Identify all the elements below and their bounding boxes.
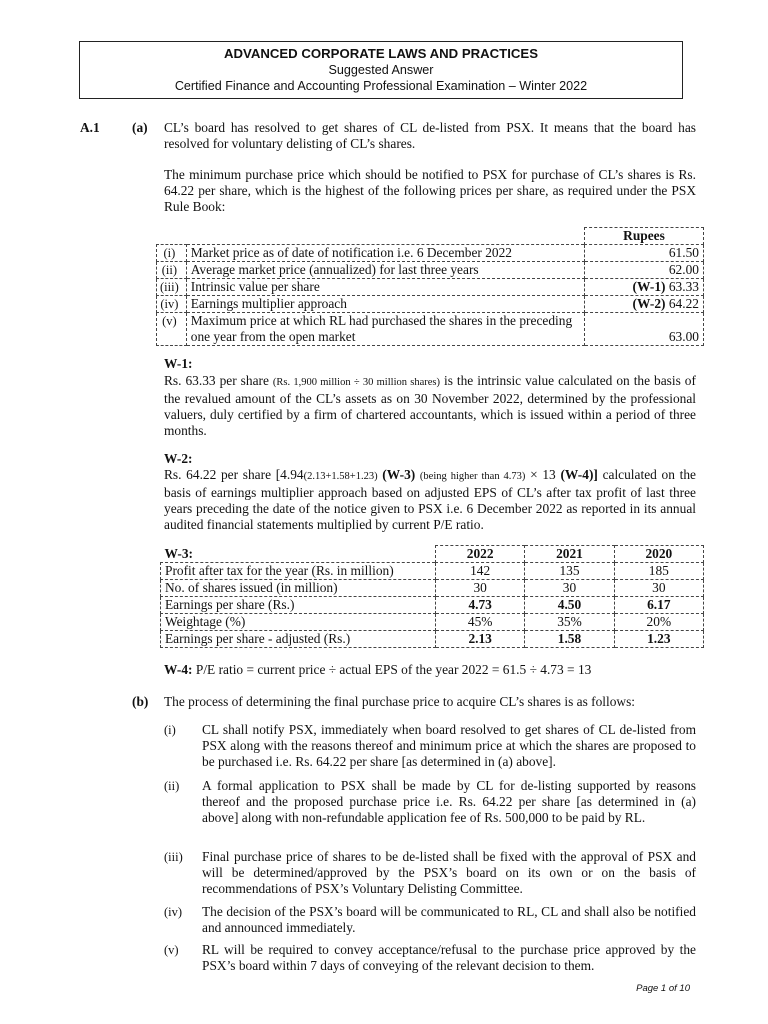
- item-number: (v): [164, 943, 179, 957]
- row-number: (ii): [157, 262, 187, 279]
- w4-text: P/E ratio = current price ÷ actual EPS of the year 2022 = 61.5 ÷ 4.73 = 13: [195, 662, 592, 677]
- w3-heading: W-3:: [164, 545, 194, 561]
- cell-value: 4.73: [436, 597, 525, 614]
- w2-heading: W-2:: [164, 451, 193, 466]
- minimum-price-table: [156, 227, 704, 346]
- row-value: [585, 296, 704, 313]
- cell-value: 20%: [614, 614, 703, 631]
- item-text: Final purchase price of shares to be de-listed shall be fixed with the approval of PSX and will be determined/approved by the PSX’s board on its own or on the basis of recommendations of PSX’s Voluntary Delisting Committee.: [202, 849, 696, 896]
- table-row: [157, 313, 704, 346]
- year-header: 2020: [614, 546, 703, 563]
- row-value: [585, 262, 704, 279]
- w1-text: is the intrinsic value calculated on the basis of the revalued amount of the CL’s assets as on 30 November 2022, determined by the professional valuers, duly certified by a firm of chartered accountants, which is issued within a period of three months.: [164, 373, 696, 438]
- working-ref: (W-2): [632, 296, 666, 311]
- row-number: (i): [157, 245, 187, 262]
- w2-sum: (2.13+1.58+1.23): [303, 471, 378, 482]
- item-number: (i): [164, 723, 176, 737]
- cell-value: 1.23: [614, 631, 703, 648]
- cell-value: 4.50: [525, 597, 614, 614]
- item-number: (ii): [164, 779, 180, 793]
- row-description: Average market price (annualized) for last three years: [186, 262, 584, 279]
- row-label: Earnings per share - adjusted (Rs.): [161, 631, 436, 648]
- header-subtitle: Suggested Answer: [328, 63, 434, 77]
- w1-paragraph: [164, 373, 696, 439]
- table-row: [161, 614, 704, 631]
- cell-value: 30: [525, 580, 614, 597]
- table-header-row: [157, 228, 704, 245]
- cell-value: 1.58: [525, 631, 614, 648]
- w2-text: calculated on the basis of earnings multiplier approach based on adjusted EPS of CL’s after tax profit of last three years preceding the date of the notice given to PSX i.e. 6 December 2022 as reported in its annual audited financial statements multiplied by current P/E ratio.: [164, 467, 696, 532]
- row-description: Earnings multiplier approach: [186, 296, 584, 313]
- cell-value: 142: [436, 563, 525, 580]
- table-row: [161, 631, 704, 648]
- rupees-header: Rupees: [585, 228, 704, 245]
- intro-paragraph-1: CL’s board has resolved to get shares of CL de-listed from PSX. It means that the board has resolved for voluntary delisting of CL’s shares.: [164, 120, 696, 151]
- table-row: [161, 563, 704, 580]
- item-text: CL shall notify PSX, immediately when board resolved to get shares of CL de-listed from PSX along with the reasons thereof and minimum price at which the shares are proposed to be purchased i.e. Rs. 64.22 per share [as determined in (a) above].: [202, 722, 696, 769]
- row-description: Maximum price at which RL had purchased the shares in the preceding one year from the open market: [186, 313, 584, 346]
- page-number: Page 1 of 10: [636, 983, 690, 994]
- w2-ref-w3: (W-3): [382, 467, 416, 482]
- w2-ref-w4: (W-4)]: [560, 467, 598, 482]
- w2-note: (being higher than 4.73): [419, 471, 526, 482]
- part-b-intro: The process of determining the final purchase price to acquire CL’s shares is as follows:: [164, 694, 636, 709]
- table-row: [157, 262, 704, 279]
- document-header: [79, 41, 683, 99]
- part-a-label: (a): [132, 120, 148, 135]
- item-text: A formal application to PSX shall be made by CL for de-listing supported by reasons thereof and the proposed purchase price i.e. Rs. 64.22 per share [as determined in (a) above] along with non-refundable application fee of Rs. 500,000 to be paid by RL.: [202, 778, 696, 825]
- working-ref: (W-1): [632, 279, 666, 294]
- row-value: [585, 279, 704, 296]
- value-text: 63.00: [668, 329, 699, 344]
- table-row: [157, 245, 704, 262]
- row-value: [585, 245, 704, 262]
- table-header-row: [161, 546, 704, 563]
- row-label: No. of shares issued (in million): [161, 580, 436, 597]
- value-text: 64.22: [668, 296, 699, 311]
- intro-paragraph-2: The minimum purchase price which should be notified to PSX for purchase of CL’s shares is Rs. 64.22 per share, which is the highest of the following prices per share, as required under the PSX Rule Book:: [164, 167, 696, 214]
- year-header: 2022: [436, 546, 525, 563]
- cell-value: 6.17: [614, 597, 703, 614]
- part-b-label: (b): [132, 694, 149, 709]
- item-number: (iii): [164, 850, 183, 864]
- table-row: [157, 296, 704, 313]
- cell-value: 30: [436, 580, 525, 597]
- row-value: [585, 313, 704, 346]
- row-number: (iv): [157, 296, 187, 313]
- cell-value: 185: [614, 563, 703, 580]
- row-label: Profit after tax for the year (Rs. in million): [161, 563, 436, 580]
- w2-paragraph: [164, 467, 696, 533]
- table-row: [161, 597, 704, 614]
- row-description: Intrinsic value per share: [186, 279, 584, 296]
- w4-heading: W-4:: [164, 662, 193, 677]
- w1-heading: W-1:: [164, 356, 193, 371]
- eps-working-table: [160, 545, 704, 648]
- cell-value: 30: [614, 580, 703, 597]
- table-row: [161, 580, 704, 597]
- header-title: ADVANCED CORPORATE LAWS AND PRACTICES: [223, 46, 539, 61]
- value-text: 63.33: [668, 279, 699, 294]
- cell-value: 45%: [436, 614, 525, 631]
- item-number: (iv): [164, 905, 183, 919]
- cell-value: 2.13: [436, 631, 525, 648]
- row-label: Weightage (%): [161, 614, 436, 631]
- row-number: (v): [157, 313, 187, 346]
- item-text: The decision of the PSX’s board will be communicated to RL, CL and shall also be notified and announced immediately.: [202, 904, 696, 935]
- header-exam: Certified Finance and Accounting Professional Examination – Winter 2022: [174, 79, 588, 93]
- w1-calculation: (Rs. 1,900 million ÷ 30 million shares): [272, 377, 440, 388]
- year-header: 2021: [525, 546, 614, 563]
- item-text: RL will be required to convey acceptance/refusal to the purchase price approved by the PSX’s board within 7 days of conveying of the relevant decision to them.: [202, 942, 696, 973]
- row-label: Earnings per share (Rs.): [161, 597, 436, 614]
- value-text: 62.00: [668, 262, 699, 277]
- w1-value: Rs. 63.33 per share: [164, 373, 269, 388]
- table-row: [157, 279, 704, 296]
- w2-value: Rs. 64.22 per share [4.94: [164, 467, 304, 482]
- cell-value: 135: [525, 563, 614, 580]
- cell-value: 35%: [525, 614, 614, 631]
- w4-line: [164, 662, 696, 678]
- value-text: 61.50: [668, 245, 699, 260]
- question-number: A.1: [80, 120, 100, 135]
- w2-multiplier: × 13: [530, 467, 556, 482]
- row-number: (iii): [157, 279, 187, 296]
- row-description: Market price as of date of notification i.e. 6 December 2022: [186, 245, 584, 262]
